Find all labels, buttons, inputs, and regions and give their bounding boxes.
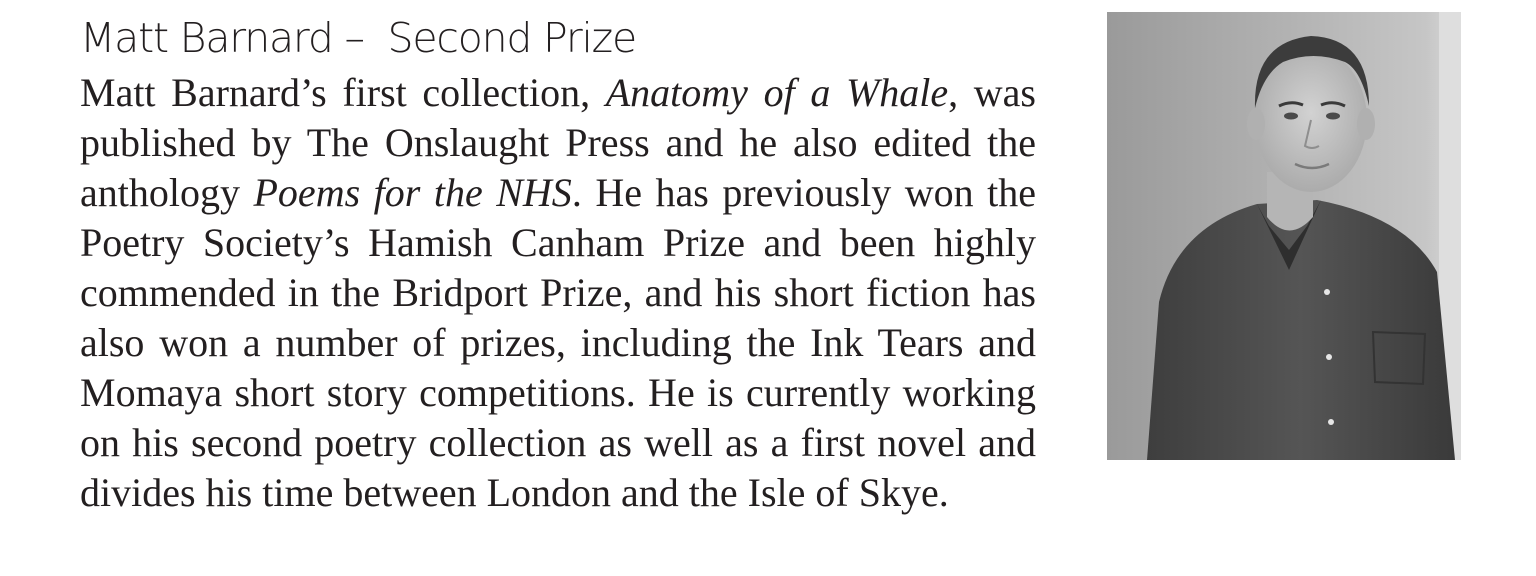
portrait-illustration [1107,12,1461,460]
shirt-button [1328,419,1334,425]
author-biography [80,68,1036,518]
bio-text-3: . He has previously won the Poetry Society’s Hamish Canham Prize and been highly commended in the Bridport Prize, and his short fiction has also won a number of prizes, including the Ink Tears and Momaya short story competitions. He is currently working on his second poetry collection as well as a first novel and divides his time between London and the Isle of Skye. [80,170,1036,515]
portrait-ear [1247,108,1265,140]
bio-intro: Matt Barnard’s first collection, [80,70,606,115]
portrait-eye [1326,113,1340,120]
author-portrait-photo [1107,12,1461,460]
shirt-button [1324,289,1330,295]
page-title [80,10,636,66]
title-separator: – [344,14,364,62]
author-name: Matt Barnard [80,14,333,62]
prize-label: Second Prize [387,14,637,62]
book-title: Anatomy of a Whale [605,70,949,115]
bio-text-2: , was published by The Onslaught Press and he also edited the anthology [80,70,1036,215]
portrait-eye [1284,113,1298,120]
shirt-button [1326,354,1332,360]
anthology-title: Poems for the NHS [253,170,572,215]
portrait-ear [1357,108,1375,140]
